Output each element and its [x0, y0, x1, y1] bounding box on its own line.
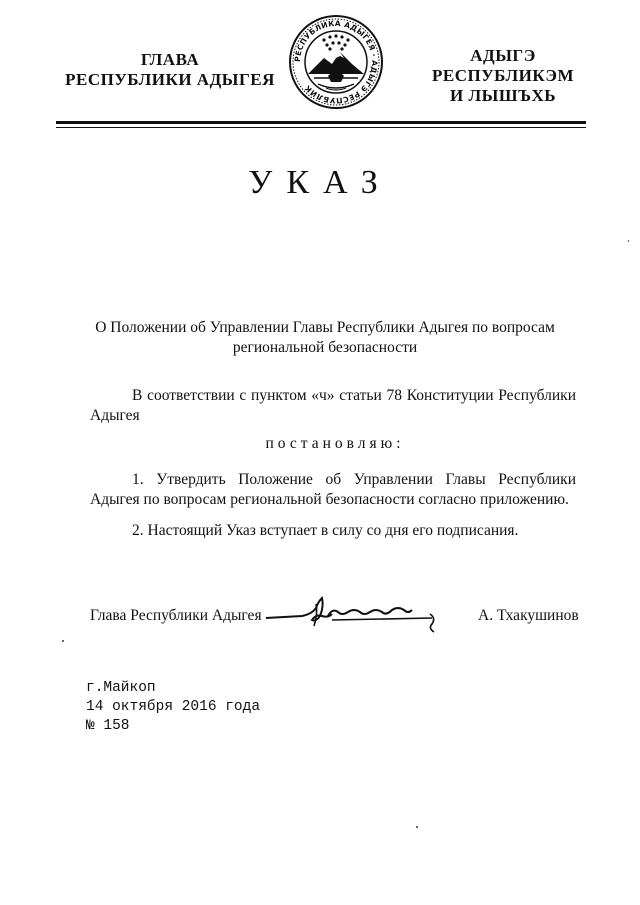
document-subject: О Положении об Управлении Главы Республики Адыгея по вопросам региональной безопасности	[95, 319, 555, 356]
seal-ring-text: РЕСПУБЛИКА АДЫГЕЯ · АДЫГЭ РЕСПУБЛИК	[292, 18, 380, 106]
header-right-title	[398, 46, 608, 106]
header-divider-thin	[56, 127, 586, 128]
header-right-line1: АДЫГЭ РЕСПУБЛИКЭМ	[431, 46, 574, 85]
header-left-line2: РЕСПУБЛИКИ АДЫГЕЯ	[65, 70, 275, 89]
header-divider-thick	[56, 121, 586, 124]
header-left-line1: ГЛАВА	[140, 50, 200, 69]
signatory-title: Глава Республики Адыгея	[90, 607, 262, 624]
scan-speck	[628, 240, 629, 242]
header-left-title	[50, 50, 290, 90]
document-title: УКАЗ	[248, 164, 392, 201]
place-of-issue: г.Майкоп	[86, 680, 156, 696]
scan-speck	[416, 826, 418, 828]
issue-date: 14 октября 2016 года	[86, 699, 261, 715]
coat-of-arms-seal-icon	[288, 14, 384, 110]
document-preamble: В соответствии с пунктом «ч» статьи 78 Конституции Республики Адыгея	[90, 387, 576, 424]
header-right-line2: И ЛЫШЪХЬ	[449, 86, 557, 105]
decree-item-2: 2. Настоящий Указ вступает в силу со дня его подписания.	[132, 522, 519, 539]
handwritten-signature-icon	[262, 592, 452, 634]
resolve-statement: постановляю:	[265, 435, 405, 452]
signatory-name: А. Тхакушинов	[478, 607, 579, 624]
decree-number: № 158	[86, 718, 130, 734]
decree-item-1: 1. Утвердить Положение об Управлении Главы Республики Адыгея по вопросам региональной безопасности согласно приложению.	[90, 471, 576, 508]
scan-speck	[62, 640, 64, 642]
